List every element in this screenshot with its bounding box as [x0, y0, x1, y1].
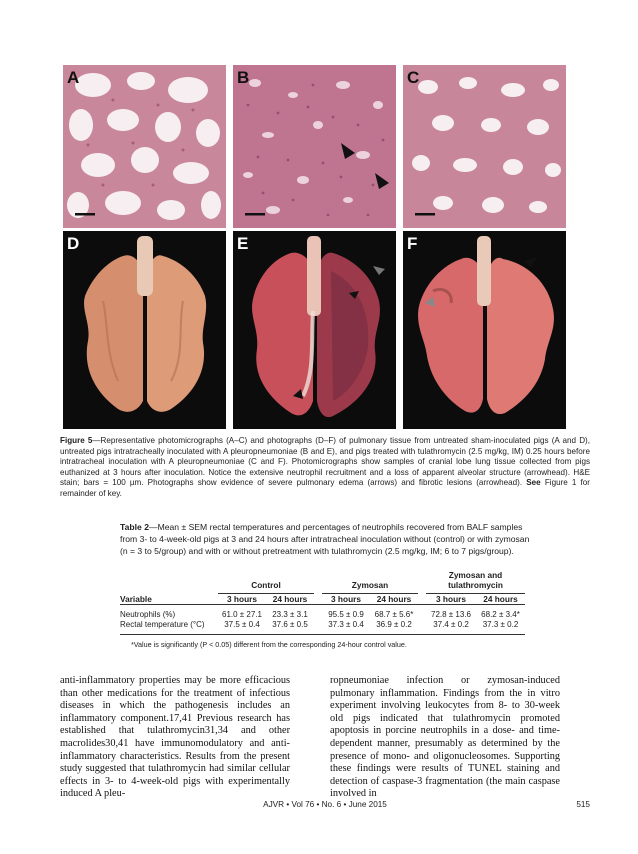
panel-label-d: D	[67, 234, 80, 253]
page-number: 515	[576, 800, 590, 809]
panel-label-c: C	[407, 68, 420, 87]
lung-photo-panel-d	[63, 231, 226, 429]
lung-photo-image-d	[63, 231, 226, 429]
figure-caption-see: See	[526, 478, 541, 488]
figure-caption-text: —Representative photomicrographs (A–C) and photographs (D–F) of pulmonary tissue from untreated sham-inoculated pigs (A and D), untreated pigs intratracheally inoculated with A pleuropneumoniae (B and E), and pigs treated with tulathromycin (2.5 mg/kg, IM) 0.25 hours before intratracheal inoculation with A pleuropneumoniae (C and F). Photomicrographs show samples of cranial lobe lung tissue collected from pigs euthanized at 3 hours after inoculation. Notice the extensive neutrophil recruitment and a loss of apparent alveolar structure (arrowhead). H&E stain; bars = 100 µm. Photographs show evidence of severe pulmonary edema (arrows) and fibrotic lesions (arrowhead).	[60, 436, 590, 488]
table-group-zymosan-tulathromycin	[426, 570, 525, 594]
table-row	[120, 605, 525, 621]
table-cell-variable: Rectal temperature (°C)	[120, 620, 205, 629]
lung-photo-image-f	[403, 231, 566, 429]
lung-photo-image-e	[233, 231, 396, 429]
table-header-time: 24 hours	[266, 594, 314, 605]
micrograph-image-b	[233, 65, 396, 228]
panel-label-b: B	[237, 68, 250, 87]
table-group-spacer	[120, 570, 218, 594]
table-cell-variable: Neutrophils (%)	[120, 610, 176, 619]
micrograph-panel-b	[233, 65, 396, 228]
micrograph-panel-a	[63, 65, 226, 228]
table-group-zymosan-tulathromycin-label: Zymosan and tulathromycin	[448, 570, 503, 590]
lung-photo-panel-e	[233, 231, 396, 429]
table-header-time: 3 hours	[218, 594, 266, 605]
table-cell: 37.3 ± 0.4	[328, 620, 364, 629]
table-group-control: Control	[218, 570, 314, 594]
table-footnote: *Value is significantly (P < 0.05) different from the corresponding 24-hour control value.	[131, 640, 407, 649]
table-header-time: 24 hours	[476, 594, 525, 605]
table-header-variable: Variable	[120, 594, 218, 605]
table-cell: 36.9 ± 0.2	[376, 620, 412, 629]
body-column-left: anti-inflammatory properties may be more efficacious than other medications for the treatment of infectious diseases in which the pathogenesis includes an inflammatory component.17,41 Previous research has established that tulathromycin31,34 and other macrolides30,41 have immunomodulatory and anti-inflammatory characteristics. Results from the present study suggested that tulathromycin had similar cellular effects in 3- to 4-week-old pigs with experimentally induced A pleu-	[60, 675, 290, 800]
table-group-gap	[314, 570, 322, 594]
table-group-gap	[418, 570, 426, 594]
table-cell: 72.8 ± 13.6	[431, 610, 471, 619]
table-caption-text: —Mean ± SEM rectal temperatures and percentages of neutrophils recovered from BALF samples from 3- to 4-week-old pigs at 3 and 24 hours after intratracheal inoculation without (control) or with zymosan (n = 3 to 5/group) and with or without pretreatment with tulathromycin (2.5 mg/kg, IM; 6 to 7 pigs/group).	[120, 522, 530, 556]
micrograph-image-a	[63, 65, 226, 228]
table-cell: 68.2 ± 3.4*	[481, 610, 520, 619]
table-cell: 37.4 ± 0.2	[433, 620, 469, 629]
table-header-time: 3 hours	[322, 594, 370, 605]
table-header-time: 24 hours	[370, 594, 418, 605]
table-bottom-rule	[120, 630, 525, 634]
table-cell: 37.5 ± 0.4	[224, 620, 260, 629]
figure-caption	[60, 436, 590, 500]
table-cell: 68.7 ± 5.6*	[374, 610, 414, 619]
table-title: Table 2	[120, 522, 149, 532]
table-caption	[120, 521, 530, 557]
table-row	[120, 620, 525, 630]
micrograph-panel-c	[403, 65, 566, 228]
figure-caption-see-rest: Figure 1 for remainder of key.	[60, 478, 591, 498]
table-group-zymosan: Zymosan	[322, 570, 418, 594]
table-cell: 95.5 ± 0.9	[328, 610, 364, 619]
table-header-time: 3 hours	[426, 594, 476, 605]
table-cell: 37.6 ± 0.5	[272, 620, 308, 629]
panel-label-f: F	[407, 234, 418, 253]
table-cell: 23.3 ± 3.1	[272, 610, 308, 619]
table-cell: 37.3 ± 0.2	[482, 620, 519, 629]
lung-photo-panel-f	[403, 231, 566, 429]
figure-caption-lead: Figure 5	[60, 436, 93, 445]
journal-citation: AJVR • Vol 76 • No. 6 • June 2015	[263, 800, 387, 809]
table-cell: 61.0 ± 27.1	[222, 610, 262, 619]
panel-label-a: A	[67, 68, 80, 87]
panel-label-e: E	[237, 234, 249, 253]
micrograph-image-c	[403, 65, 566, 228]
body-column-right: ropneumoniae infection or zymosan-induced pulmonary inflammation. Findings from the in vitro experiment involving leukocytes from 8- to 30-week old pigs indicated that tulathromycin promoted apoptosis in porcine neutrophils in a dose- and time-dependent manner, presumably as determined by the presence of mono- and oligonucleosomes. Supporting these findings were results of TUNEL staining and detection of caspase-3 fragmentation (the main caspase involved in	[330, 675, 560, 800]
results-table	[120, 570, 525, 635]
